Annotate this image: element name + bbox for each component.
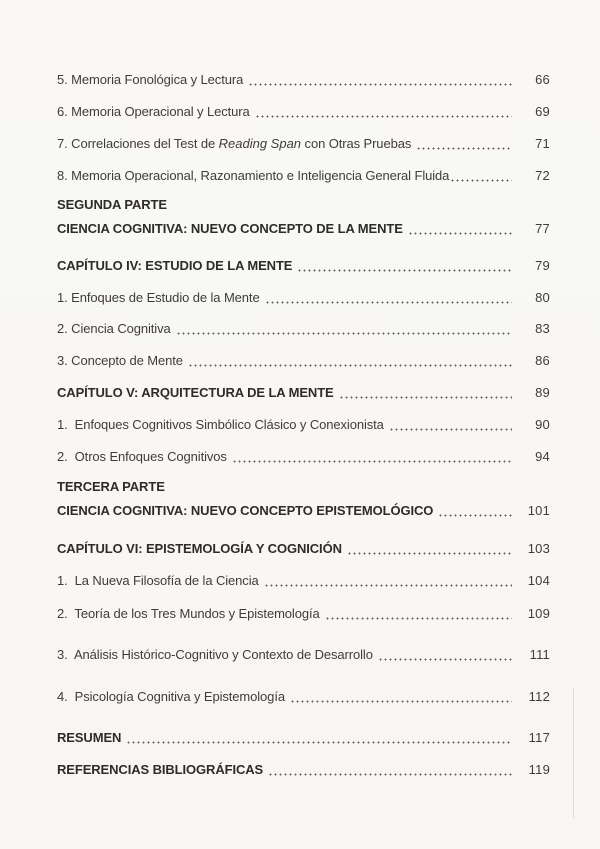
toc-chapter-heading bbox=[57, 541, 550, 557]
page-number: 89 bbox=[535, 385, 550, 400]
toc-entry bbox=[57, 573, 550, 589]
dot-leader bbox=[126, 741, 512, 744]
toc-entry bbox=[57, 353, 550, 369]
toc-entry bbox=[57, 321, 550, 337]
toc-entry bbox=[57, 606, 550, 622]
toc-entry-title: 1. Enfoques Cognitivos Simbólico Clásico y Conexionista bbox=[57, 417, 384, 432]
toc-entry-title: CAPÍTULO V: ARQUITECTURA DE LA MENTE bbox=[57, 385, 334, 400]
toc-entry-title: 2. Teoría de los Tres Mundos y Epistemología bbox=[57, 606, 320, 621]
page-number: 79 bbox=[535, 258, 550, 273]
toc-entry-title: 1. La Nueva Filosofía de la Ciencia bbox=[57, 573, 259, 588]
toc-entry-title: 2. Ciencia Cognitiva bbox=[57, 321, 171, 336]
dot-leader bbox=[232, 460, 512, 463]
toc-entry-title: 3. Concepto de Mente bbox=[57, 353, 183, 368]
toc-part-heading bbox=[57, 197, 550, 213]
page-number: 69 bbox=[535, 104, 550, 119]
toc-entry-title: SEGUNDA PARTE bbox=[57, 197, 167, 212]
page-number: 109 bbox=[527, 606, 550, 621]
dot-leader bbox=[389, 428, 512, 431]
toc-entry-title: 7. Correlaciones del Test de Reading Span con Otras Pruebas bbox=[57, 136, 412, 151]
toc-part-heading bbox=[57, 479, 550, 495]
dot-leader bbox=[297, 269, 512, 272]
page-number: 119 bbox=[528, 762, 550, 777]
page-number: 112 bbox=[528, 689, 550, 704]
toc-entry-title: RESUMEN bbox=[57, 730, 122, 745]
toc-entry-title: 4. Psicología Cognitiva y Epistemología bbox=[57, 689, 285, 704]
dot-leader bbox=[264, 584, 512, 587]
toc-entry bbox=[57, 168, 550, 184]
page-number: 83 bbox=[535, 321, 550, 336]
toc-section-heading bbox=[57, 730, 550, 746]
dot-leader bbox=[176, 332, 512, 335]
dot-leader bbox=[378, 658, 512, 661]
toc-entry bbox=[57, 136, 550, 152]
italic-test-name: Reading Span bbox=[218, 136, 302, 151]
page-number: 86 bbox=[535, 353, 550, 368]
dot-leader bbox=[438, 514, 512, 517]
page-number: 101 bbox=[527, 503, 550, 518]
dot-leader bbox=[416, 147, 512, 150]
toc-part-heading bbox=[57, 503, 550, 519]
toc-entry bbox=[57, 290, 550, 306]
page-number: 90 bbox=[535, 417, 550, 432]
toc-entry-title: 5. Memoria Fonológica y Lectura bbox=[57, 72, 244, 87]
dot-leader bbox=[339, 396, 512, 399]
toc-entry bbox=[57, 104, 550, 120]
page-number: 72 bbox=[535, 168, 550, 183]
toc-entry-title: CIENCIA COGNITIVA: NUEVO CONCEPTO EPISTEMOLÓGICO bbox=[57, 503, 434, 518]
toc-chapter-heading bbox=[57, 258, 550, 274]
toc-entry bbox=[57, 417, 550, 433]
dot-leader bbox=[347, 552, 512, 555]
toc-entry-title: CAPÍTULO IV: ESTUDIO DE LA MENTE bbox=[57, 258, 293, 273]
toc-entry bbox=[57, 647, 550, 663]
toc-entry bbox=[57, 689, 550, 705]
page-number: 103 bbox=[527, 541, 550, 556]
page-number: 71 bbox=[535, 136, 550, 151]
toc-entry-title: 2. Otros Enfoques Cognitivos bbox=[57, 449, 227, 464]
toc-entry bbox=[57, 449, 550, 465]
page-number: 66 bbox=[535, 72, 550, 87]
dot-leader bbox=[265, 301, 512, 304]
dot-leader bbox=[255, 115, 512, 118]
toc-section-heading bbox=[57, 762, 550, 778]
page-number: 117 bbox=[528, 730, 550, 745]
scan-artifact-line bbox=[573, 688, 574, 818]
toc-chapter-heading bbox=[57, 385, 550, 401]
page-number: 104 bbox=[527, 573, 550, 588]
dot-leader bbox=[248, 83, 512, 86]
toc-entry-title: TERCERA PARTE bbox=[57, 479, 165, 494]
toc-entry-title: 1. Enfoques de Estudio de la Mente bbox=[57, 290, 260, 305]
toc-entry bbox=[57, 72, 550, 88]
toc-part-heading bbox=[57, 221, 550, 237]
dot-leader bbox=[268, 773, 512, 776]
toc-entry-title: CIENCIA COGNITIVA: NUEVO CONCEPTO DE LA MENTE bbox=[57, 221, 403, 236]
toc-entry-title: 8. Memoria Operacional, Razonamiento e Inteligencia General Fluida bbox=[57, 168, 450, 183]
page-number: 94 bbox=[535, 449, 550, 464]
dot-leader bbox=[450, 179, 512, 182]
toc-entry-title: 3. Análisis Histórico-Cognitivo y Contexto de Desarrollo bbox=[57, 647, 373, 662]
dot-leader bbox=[290, 700, 512, 703]
page-number: 111 bbox=[529, 647, 550, 662]
toc-entry-title: 6. Memoria Operacional y Lectura bbox=[57, 104, 250, 119]
page-number: 77 bbox=[535, 221, 550, 236]
dot-leader bbox=[325, 617, 512, 620]
dot-leader bbox=[408, 232, 512, 235]
toc-entry-title: CAPÍTULO VI: EPISTEMOLOGÍA Y COGNICIÓN bbox=[57, 541, 342, 556]
page-number: 80 bbox=[535, 290, 550, 305]
toc-entry-title: REFERENCIAS BIBLIOGRÁFICAS bbox=[57, 762, 264, 777]
dot-leader bbox=[188, 364, 512, 367]
